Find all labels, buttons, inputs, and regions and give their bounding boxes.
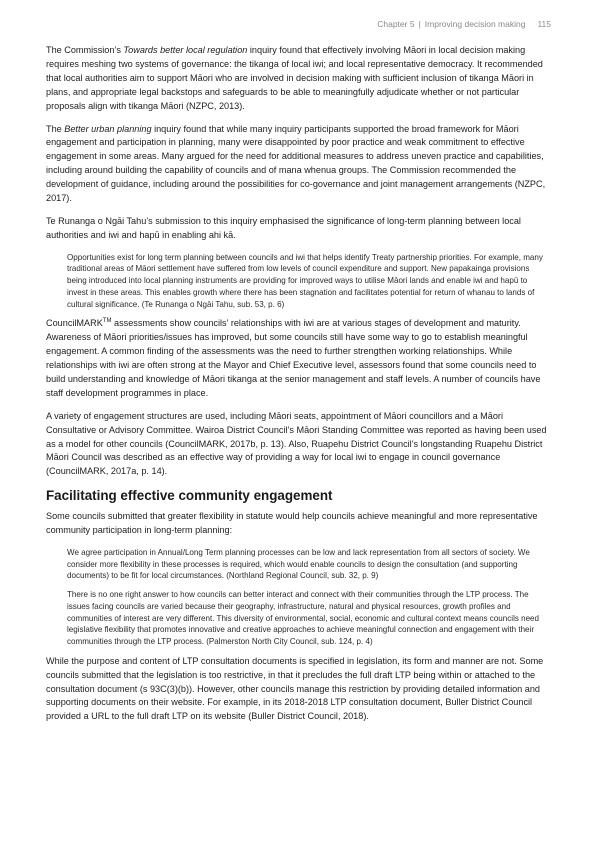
paragraph-towards-better-local-regulation: The Commission’s Towards better local regulation inquiry found that effectively involving Māori in local decision making requires meshing two systems of governance: the tikanga of local iwi; and local representative democracy. It recommended that local authorities aim to support Māori who are involved in decision making with sufficient inclusion of tikanga Māori in plans, and appropriate legal backstops and safeguards to be able to meaningfully adjudicate whether or not particular proposals align with tikanga Māori (NZPC, 2013). [46,45,543,111]
block-quote [67,547,545,648]
paragraph-ngai-tahu: Te Runanga o Ngāi Tahu’s submission to this inquiry emphasised the significance of long-term planning between local authorities and iwi and hapū in enabling ahi kā. [46,215,521,240]
page-body [46,44,549,733]
page-number: 115 [537,19,551,29]
paragraph-engagement-structures: A variety of engagement structures are used, including Māori seats, appointment of Māori councillors and a Māori Consultative or Advisory Committee. Wairoa District Council’s Māori Standing Committee was reported as having been used as a model for other councils (CouncilMARK, 2017b, p. 13). Also, Ruapehu District Council’s longstanding Ruapehu District Māori Council was described as an effective way of providing a way for local iwi to engage in council governance (CouncilMARK, 2017a, p. 14). [46,410,547,477]
header-title: Improving decision making [424,19,526,29]
section-heading: Facilitating effective community engagement [46,488,333,504]
block-quote [67,252,545,311]
quote-northland: We agree participation in Annual/Long Term planning processes can be low and lack representation from all sectors of society. We consider more flexibility in these processes is required, which would enable councils to design the consultation (and supporting documents) to be fit for local circumstances. (Northland Regional Council, sub. 32, p. 9) [67,548,530,581]
paragraph-flexibility: Some councils submitted that greater flexibility in statute would help councils achieve meaningful and more representative community participation in long-term planning: [46,511,538,536]
report-title: Better urban planning [64,123,152,134]
running-header [377,19,551,29]
report-title: Towards better local regulation [123,45,248,55]
header-chapter: Chapter 5 [377,19,415,29]
header-separator: | [418,19,421,29]
paragraph-ltp-consultation: While the purpose and content of LTP consultation documents is specified in legislation, its form and manner are not. Some councils submitted that the legislation is too restrictive, in that it precludes the full draft LTP being within or attached to the consultation document (s 93C(3)(b)). However, other councils manage this restriction by providing detailed information and supporting documents on their website. For example, in its 2018-2018 LTP consultation document, Buller District Council provided a URL to the full draft LTP on its website (Buller District Council, 2018). [46,655,544,722]
quote-ngai-tahu: Opportunities exist for long term planning between councils and iwi that helps identify Treaty partnership priorities. For example, many traditional areas of Māori settlement have suffered from low levels of council expenditure and support. New papakainga provisions being introduced into local planning instruments are providing for improved ways to utilise Māori lands and enable iwi and hapū to invest in these areas. This enables growth where there has been stagnation and facilitates potential for return of whanau to lands of cultural significance. (Te Runanga o Ngāi Tahu, sub. 53, p. 6) [67,252,543,309]
quote-palmerston-north: There is no one right answer to how councils can better interact and connect with their communities through the LTP process. The issues facing councils are varied because their geography, infrastructure, natural and physical resources, growth profiles and communities of interest are very different. This diversity of environmental, social, economic and cultural context means councils need legislative flexibility that promotes innovative and creative approaches to achieve meaningful connection and engagement with their communities through the LTP process. (Palmerston North City Council, sub. 124, p. 4) [67,590,540,646]
trademark-superscript: TM [102,318,112,325]
paragraph-councilmark: CouncilMARK™ assessments show councils’ relationships with iwi are at various stages of development and maturity. Awareness of Māori priorities/issues has improved, but some councils still have some way to go to establish meaningful engagement. A common finding of the assessments was the need to further strengthen working relationships. While relationships with iwi are often strong at the Mayor and Chief Executive level, assessors found that some councils need to build understanding and knowledge of Māori tikanga at the senior management and staff levels. A number of councils have staff development programmes in place. [46,318,541,398]
paragraph-better-urban-planning: The Better urban planning inquiry found that while many inquiry participants supported the broad framework for Māori engagement and participation in planning, many were disappointed by poor practice and weak commitment to effective engagement in some areas. Many argued for the need for additional measures to address uneven practice and capabilities, including around building the capability of councils and of mana whenua groups. The Commission recommended the development of guidance, including around the possibilities for co-governance and joint management arrangements (NZPC, 2017). [46,123,546,204]
